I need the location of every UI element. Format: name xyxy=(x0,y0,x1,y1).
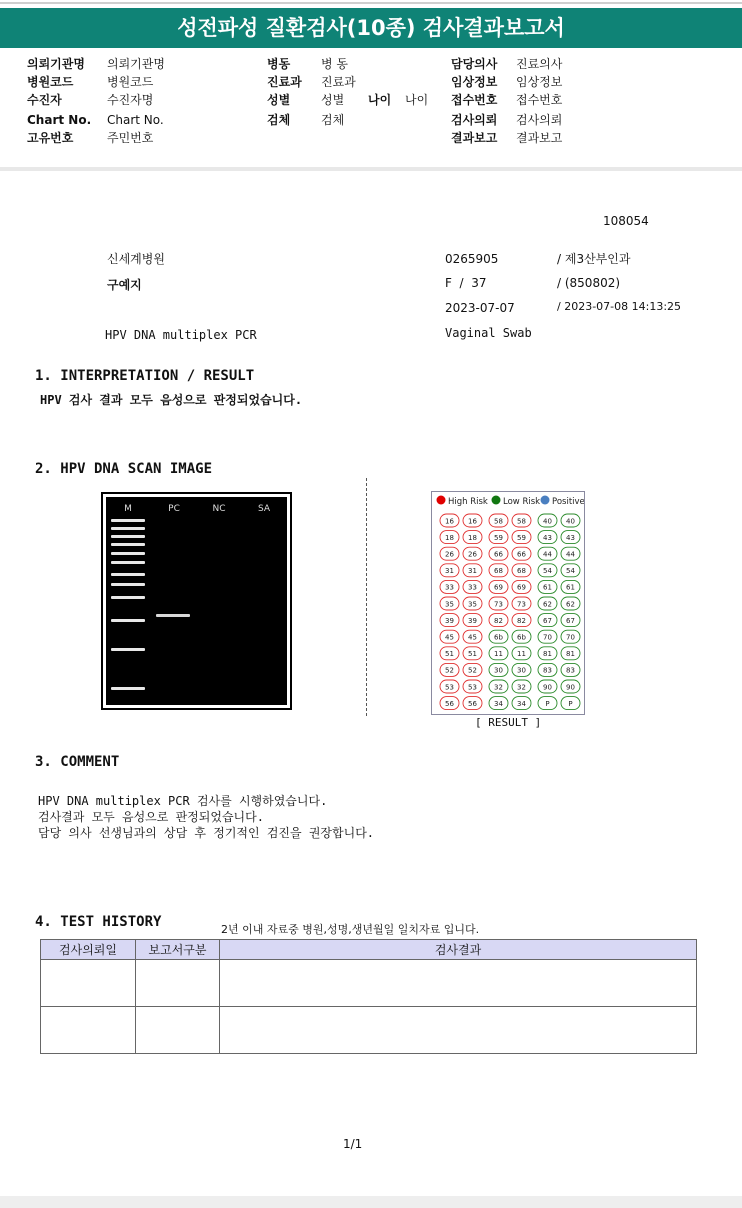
probe-label: 69 xyxy=(494,583,503,592)
probe-label: 51 xyxy=(468,650,477,659)
probe-label: 30 xyxy=(517,666,526,675)
gel-panel xyxy=(106,497,287,705)
meta-label: 접수번호 xyxy=(451,93,498,107)
meta-label: 나이 xyxy=(368,93,392,107)
probe-label: P xyxy=(568,699,573,708)
meta-value: 의뢰기관명 xyxy=(107,57,165,71)
history-table xyxy=(40,939,697,1054)
probe-label: 43 xyxy=(566,533,575,542)
probe-label: 39 xyxy=(468,616,477,625)
history-cell xyxy=(41,1007,136,1054)
section-interpretation-title: 1. INTERPRETATION / RESULT xyxy=(35,368,255,384)
probe-label: 45 xyxy=(445,633,454,642)
probe-label: 11 xyxy=(517,650,526,659)
meta-value: Chart No. xyxy=(107,113,164,127)
probe-label: 66 xyxy=(494,550,503,559)
legend-label: Positive xyxy=(552,497,584,507)
gel-lane-label: SA xyxy=(257,504,271,514)
meta-value: 병원코드 xyxy=(107,75,154,89)
meta-value: 병 동 xyxy=(321,57,348,71)
probe-label: 31 xyxy=(445,567,454,576)
probe-label: 6b xyxy=(494,633,503,642)
probe-label: 73 xyxy=(517,600,526,609)
probe-label: 67 xyxy=(566,616,575,625)
probe-label: 69 xyxy=(517,583,526,592)
probe-label: P xyxy=(545,699,550,708)
report-datetime: / 2023-07-08 14:13:25 xyxy=(557,300,682,313)
probe-label: 40 xyxy=(566,517,575,526)
probe-label: 59 xyxy=(494,533,503,542)
meta-value: 진료의사 xyxy=(516,57,563,71)
comment-line: HPV DNA multiplex PCR 검사를 시행하였습니다. xyxy=(38,794,328,808)
comment-line: 검사결과 모두 음성으로 판정되었습니다. xyxy=(38,810,264,824)
probe-label: 70 xyxy=(566,633,575,642)
meta-label: 성별 xyxy=(267,93,291,107)
table-row xyxy=(41,960,697,1007)
probe-label: 52 xyxy=(445,666,454,675)
probe-label: 56 xyxy=(468,699,477,708)
probe-label: 26 xyxy=(445,550,454,559)
meta-column-2 xyxy=(267,55,428,129)
probe-label: 31 xyxy=(468,567,477,576)
probe-label: 61 xyxy=(566,583,575,592)
meta-value: 검사의뢰 xyxy=(516,113,563,127)
probe-label: 39 xyxy=(445,616,454,625)
chart-number: 0265905 xyxy=(445,252,499,266)
legend-label: High Risk xyxy=(448,497,488,507)
meta-label: 검체 xyxy=(267,113,291,127)
probe-label: 33 xyxy=(468,583,477,592)
meta-value: 수진자명 xyxy=(107,93,154,107)
ladder-band xyxy=(111,561,145,564)
meta-label: 진료과 xyxy=(267,75,302,89)
meta-label: 수진자 xyxy=(27,93,62,107)
meta-label: 고유번호 xyxy=(27,131,74,145)
gel-lane-label: PC xyxy=(168,504,180,514)
legend-label: Low Risk xyxy=(503,497,541,507)
interpretation-text: HPV 검사 결과 모두 음성으로 판정되었습니다. xyxy=(40,393,303,407)
ladder-band xyxy=(111,648,145,651)
report-number: 108054 xyxy=(603,214,649,228)
probe-label: 67 xyxy=(543,616,552,625)
probe-label: 16 xyxy=(445,517,454,526)
report-title: 성전파성 질환검사(10종) 검사결과보고서 xyxy=(0,8,742,48)
probe-label: 83 xyxy=(543,666,552,675)
probe-label: 56 xyxy=(445,699,454,708)
probe-label: 30 xyxy=(494,666,503,675)
gel-svg xyxy=(106,497,287,705)
gel-electrophoresis-image xyxy=(101,492,292,710)
page-number: 1/1 xyxy=(343,1137,363,1151)
birth-date: / (850802) xyxy=(557,276,621,290)
probe-label: 90 xyxy=(566,683,575,692)
probe-label: 11 xyxy=(494,650,503,659)
probe-label: 26 xyxy=(468,550,477,559)
hpv-chip-result xyxy=(431,491,585,715)
meta-value: 나이 xyxy=(405,93,429,107)
meta-value: 주민번호 xyxy=(107,131,154,145)
probe-label: 61 xyxy=(543,583,552,592)
probe-label: 58 xyxy=(494,517,503,526)
probe-label: 66 xyxy=(517,550,526,559)
header-separator xyxy=(0,167,742,171)
positive-control-band xyxy=(156,614,190,617)
meta-label: 병동 xyxy=(267,57,291,71)
probe-label: 32 xyxy=(517,683,526,692)
ladder-band xyxy=(111,543,145,546)
gel-lane-label: M xyxy=(124,504,132,514)
table-row xyxy=(41,1007,697,1054)
legend-dot-icon xyxy=(541,496,550,505)
probe-label: 83 xyxy=(566,666,575,675)
probe-label: 16 xyxy=(468,517,477,526)
probe-label: 82 xyxy=(494,616,503,625)
ladder-band xyxy=(111,535,145,538)
probe-label: 18 xyxy=(468,533,477,542)
legend-dot-icon xyxy=(437,496,446,505)
probe-label: 53 xyxy=(445,683,454,692)
patient-name: 구예지 xyxy=(107,278,142,292)
probe-label: 82 xyxy=(517,616,526,625)
probe-label: 53 xyxy=(468,683,477,692)
probe-label: 44 xyxy=(566,550,575,559)
probe-label: 59 xyxy=(517,533,526,542)
ladder-band xyxy=(111,687,145,690)
probe-label: 35 xyxy=(445,600,454,609)
probe-label: 70 xyxy=(543,633,552,642)
meta-value: 결과보고 xyxy=(516,131,563,145)
probe-label: 62 xyxy=(543,600,552,609)
probe-label: 44 xyxy=(543,550,552,559)
section-comment-title: 3. COMMENT xyxy=(35,754,120,770)
chip-svg xyxy=(432,492,584,714)
meta-column-1 xyxy=(27,55,165,147)
comment-line: 담당 의사 선생님과의 상담 후 정기적인 검진을 권장합니다. xyxy=(38,826,375,840)
ladder-band xyxy=(111,552,145,555)
history-cell xyxy=(220,1007,697,1054)
ladder-band xyxy=(111,596,145,599)
hospital-name: 신세계병원 xyxy=(107,252,165,266)
history-cell xyxy=(220,960,697,1007)
probe-label: 33 xyxy=(445,583,454,592)
history-cell xyxy=(136,1007,220,1054)
probe-label: 6b xyxy=(517,633,526,642)
meta-label: 의뢰기관명 xyxy=(27,57,85,71)
probe-label: 52 xyxy=(468,666,477,675)
ladder-band xyxy=(111,519,145,522)
history-cell xyxy=(136,960,220,1007)
probe-label: 34 xyxy=(517,699,526,708)
probe-label: 73 xyxy=(494,600,503,609)
ladder-band xyxy=(111,583,145,586)
probe-label: 68 xyxy=(494,567,503,576)
probe-label: 32 xyxy=(494,683,503,692)
probe-label: 54 xyxy=(543,567,552,576)
meta-label: Chart No. xyxy=(27,113,92,127)
ladder-band xyxy=(111,619,145,622)
history-cell xyxy=(41,960,136,1007)
meta-column-3 xyxy=(451,55,562,147)
meta-label: 결과보고 xyxy=(451,131,498,145)
probe-label: 45 xyxy=(468,633,477,642)
bottom-strip xyxy=(0,1196,742,1208)
test-name: HPV DNA multiplex PCR xyxy=(105,328,257,342)
department: / 제3산부인과 xyxy=(557,252,631,266)
legend-dot-icon xyxy=(492,496,501,505)
meta-label: 임상정보 xyxy=(451,75,498,89)
probe-label: 68 xyxy=(517,567,526,576)
result-caption: [ RESULT ] xyxy=(475,716,542,729)
section-history-title: 4. TEST HISTORY xyxy=(35,914,162,930)
probe-label: 90 xyxy=(543,683,552,692)
meta-value: 성별 xyxy=(321,93,345,107)
gel-lane-label: NC xyxy=(212,504,226,514)
dashed-divider xyxy=(366,478,367,716)
history-header-cell: 검사결과 xyxy=(220,940,697,960)
history-header-cell: 검사의뢰일 xyxy=(41,940,136,960)
probe-label: 54 xyxy=(566,567,575,576)
request-date: 2023-07-07 xyxy=(445,301,515,315)
ladder-band xyxy=(111,573,145,576)
probe-label: 51 xyxy=(445,650,454,659)
probe-label: 43 xyxy=(543,533,552,542)
meta-value: 임상정보 xyxy=(516,75,563,89)
meta-value: 접수번호 xyxy=(516,93,563,107)
probe-label: 81 xyxy=(566,650,575,659)
meta-label: 담당의사 xyxy=(451,57,498,71)
probe-label: 62 xyxy=(566,600,575,609)
probe-label: 40 xyxy=(543,517,552,526)
history-header-row xyxy=(41,940,697,960)
meta-value: 검체 xyxy=(321,113,345,127)
history-note: 2년 이내 자료중 병원,성명,생년월일 일치자료 입니다. xyxy=(221,923,480,936)
meta-value: 진료과 xyxy=(321,75,356,89)
probe-label: 35 xyxy=(468,600,477,609)
probe-label: 58 xyxy=(517,517,526,526)
ladder-band xyxy=(111,527,145,530)
section-scan-image-title: 2. HPV DNA SCAN IMAGE xyxy=(35,461,213,477)
probe-label: 18 xyxy=(445,533,454,542)
history-header-cell: 보고서구분 xyxy=(136,940,220,960)
meta-label: 검사의뢰 xyxy=(451,113,498,127)
sex-age: F / 37 xyxy=(445,276,487,290)
meta-label: 병원코드 xyxy=(27,75,74,89)
top-rule xyxy=(0,2,742,4)
probe-label: 81 xyxy=(543,650,552,659)
specimen: Vaginal Swab xyxy=(445,326,532,340)
probe-label: 34 xyxy=(494,699,503,708)
